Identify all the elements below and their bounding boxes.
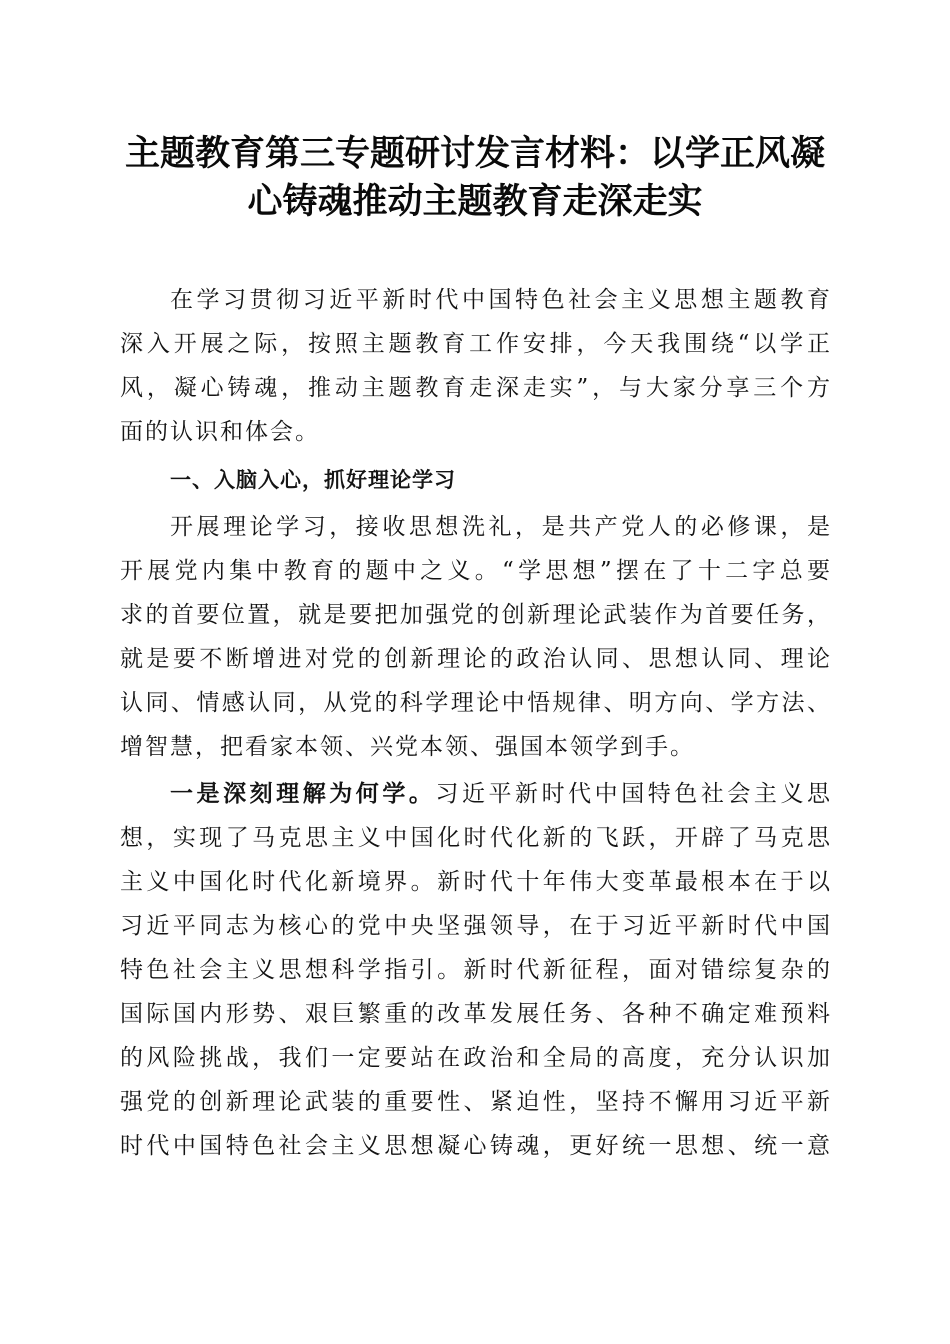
section-paragraph: [120, 505, 832, 769]
point-paragraph: [120, 772, 832, 1168]
paragraph-line: 风，凝心铸魂，推动主题教育走深走实”，与大家分享三个方: [120, 375, 832, 401]
paragraph-line: 就是要不断增进对党的创新理论的政治认同、思想认同、理论: [120, 646, 832, 672]
paragraph-line: 在学习贯彻习近平新时代中国特色社会主义思想主题教育: [170, 287, 832, 313]
paragraph-line: [120, 772, 832, 816]
title-line-1: 主题教育第三专题研讨发言材料：以学正风凝: [124, 133, 825, 174]
paragraph-line: 开展党内集中教育的题中之义。“学思想”摆在了十二字总要: [120, 558, 832, 584]
paragraph-line: 习近平同志为核心的党中央坚强领导，在于习近平新时代中国: [120, 913, 832, 939]
paragraph-line: 特色社会主义思想科学指引。新时代新征程，面对错综复杂的: [120, 957, 832, 983]
paragraph-line: 开展理论学习，接收思想洗礼，是共产党人的必修课，是: [170, 514, 832, 540]
paragraph-line: 增智慧，把看家本领、兴党本领、强国本领学到手。: [120, 734, 695, 760]
paragraph-line: 面的认识和体会。: [120, 419, 320, 445]
paragraph-line: 主义中国化时代化新境界。新时代十年伟大变革最根本在于以: [120, 869, 832, 895]
paragraph-line: 国际国内形势、艰巨繁重的改革发展任务、各种不确定难预料: [120, 1001, 832, 1027]
document-title: [100, 130, 850, 226]
paragraph-line: 想，实现了马克思主义中国化时代化新的飞跃，开辟了马克思: [120, 825, 832, 851]
document-body: [120, 278, 832, 1168]
paragraph-line: 认同、情感认同，从党的科学理论中悟规律、明方向、学方法、: [120, 690, 832, 716]
intro-paragraph: [120, 278, 832, 454]
title-line-2: 心铸魂推动主题教育走深走实: [247, 181, 703, 222]
paragraph-line: 的风险挑战，我们一定要站在政治和全局的高度，充分认识加: [120, 1045, 832, 1071]
paragraph-line: 求的首要位置，就是要把加强党的创新理论武装作为首要任务，: [120, 602, 832, 628]
paragraph-line: 时代中国特色社会主义思想凝心铸魂，更好统一思想、统一意: [120, 1133, 832, 1159]
point-lead-rest: 习近平新时代中国特色社会主义思: [435, 781, 833, 807]
section-heading: 一、入脑入心，抓好理论学习: [170, 468, 456, 492]
point-lead: 一是深刻理解为何学。: [170, 780, 436, 807]
paragraph-line: 深入开展之际，按照主题教育工作安排，今天我围绕“以学正: [120, 331, 832, 357]
paragraph-line: 强党的创新理论武装的重要性、紧迫性，坚持不懈用习近平新: [120, 1089, 832, 1115]
